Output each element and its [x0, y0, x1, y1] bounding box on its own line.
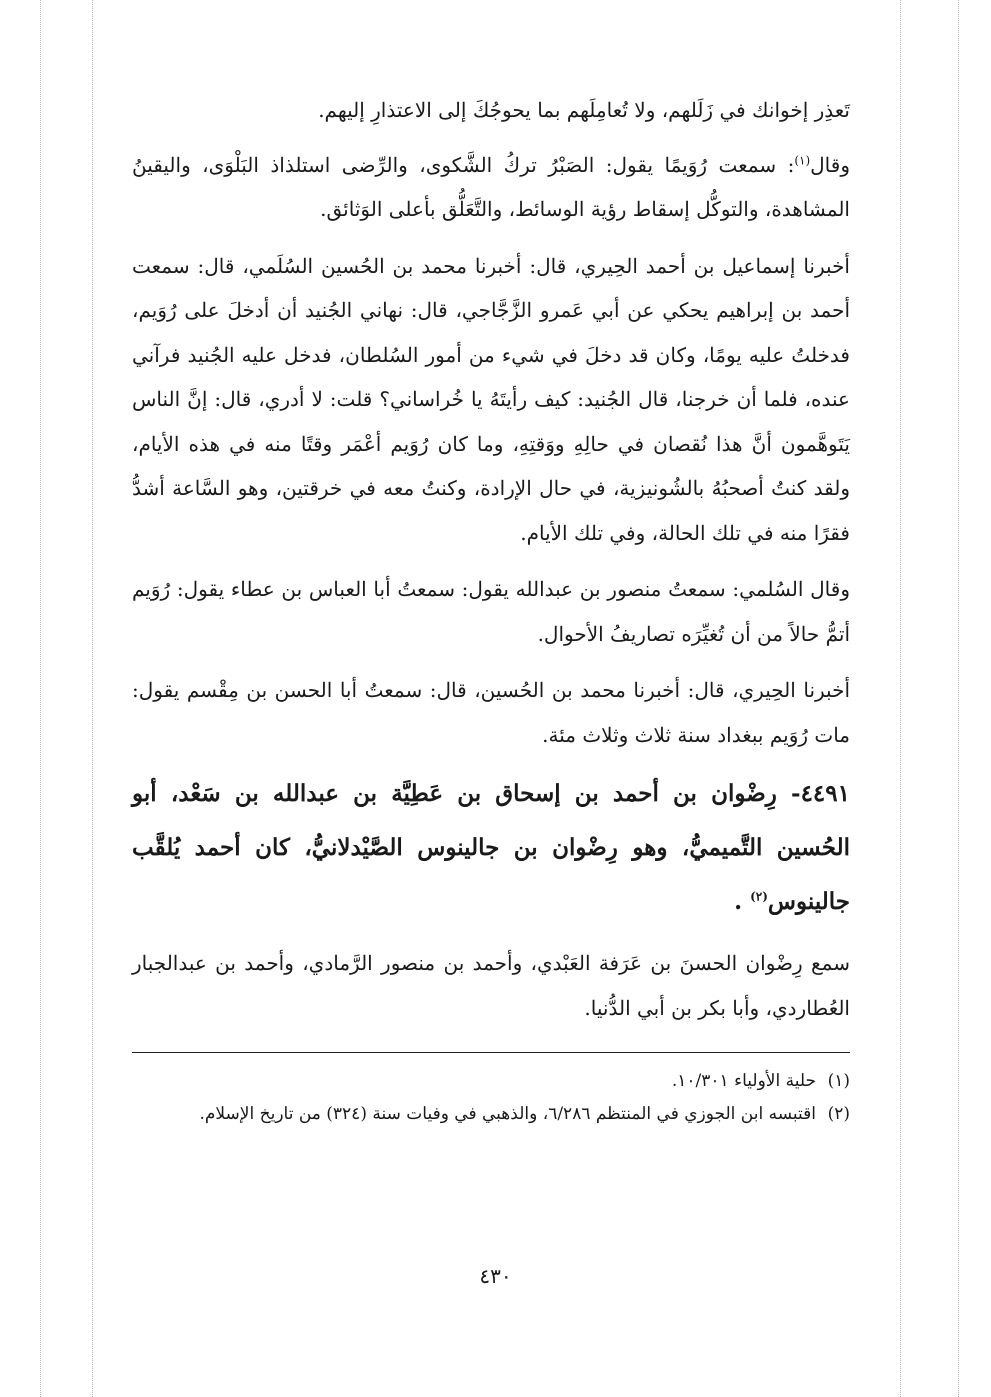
- scan-edge-right-outer: [958, 0, 959, 1397]
- scan-edge-left-outer: [40, 0, 41, 1397]
- footnote-2-number: (٢): [827, 1104, 850, 1124]
- paragraph-2: [132, 143, 850, 232]
- footnote-1: [132, 1065, 850, 1098]
- paragraph-2-prefix: وقال: [810, 152, 850, 177]
- biography-entry-heading: [132, 767, 850, 929]
- footnote-ref-1[interactable]: (١): [794, 152, 811, 167]
- footnote-2: [132, 1098, 850, 1131]
- paragraph-3: أخبرنا إسماعيل بن أحمد الحِيري، قال: أخبرنا محمد بن الحُسين السُلَمي، قال: سمعت أحمد بن إبراهيم يحكي عن أبي عَمرو الزَّجَّاجي، قال: نهاني الجُنيد أن أدخلَ على رُوَيم، فدخلتُ عليه يومًا، وكان قد دخلَ في شيء من أمور السُلطان، فدخل عليه الجُنيد فرآني عنده، فلما أن خرجنا، قال الجُنيد: كيف رأيتَهُ يا خُراساني؟ قلت: لا أدري، قال: إنَّ الناس يَتَوهَّمون أنَّ هذا نُقصان في حالِهِ ووَقتِهِ، وما كان رُوَيم أعْمَر وقتًا منه في هذه الأيام، ولقد كنتُ أصحبُهُ بالشُونيزية، في حال الإرادة، وكنتُ معه في خرقتين، وهو السَّاعة أشدُّ فقرًا منه في تلك الحالة، وفي تلك الأيام.: [132, 253, 850, 545]
- entry-text: رِضْوان بن أحمد بن إسحاق بن عَطِيَّة بن عبدالله بن سَعْد، أبو الحُسين التَّميميُّ، وهو رِضْوان بن جالينوس الصَّيْدلانيُّ، كان أحمد يُلقَّب جالينوس: [132, 780, 851, 915]
- paragraph-5: أخبرنا الحِيري، قال: أخبرنا محمد بن الحُسين، قال: سمعتُ أبا الحسن بن مِقْسم يقول: مات رُوَيم ببغداد سنة ثلاث وثلاث مئة.: [132, 678, 850, 747]
- footnote-1-number: (١): [827, 1071, 850, 1091]
- footnote-ref-2[interactable]: (٢): [750, 889, 768, 904]
- paragraph-2-separator: :: [776, 152, 795, 177]
- paragraph-6: سمع رِضْوان الحسنَ بن عَرَفة العَبْدي، وأحمد بن منصور الرَّمادي، وأحمد بن عبدالجبار العُطاردي، وأبا بكر بن أبي الدُّنيا.: [132, 951, 850, 1020]
- scan-edge-left: [92, 0, 93, 1397]
- page-number: ٤٣٠: [479, 1264, 512, 1288]
- entry-number: ٤٤٩١-: [791, 780, 850, 807]
- entry-end: .: [734, 888, 743, 915]
- paragraph-4: وقال السُلمي: سمعتُ منصور بن عبدالله يقول: سمعتُ أبا العباس بن عطاء يقول: رُوَيم أتمُّ حالاً من أن تُغيِّرَه تصاريفُ الأحوال.: [132, 577, 850, 646]
- scan-edge-right: [900, 0, 901, 1397]
- paragraph-2-text: سمعت رُوَيمًا يقول: الصَبْرُ تركُ الشَّكوى، والرِّضى استلذاذ البَلْوَى، واليقينُ المشاهدة، والتوكُّل إسقاط رؤية الوسائط، والتَّعَلُّق بأعلى الوَثائق.: [132, 152, 850, 221]
- footnote-1-text: حلية الأولياء ١٠/٣٠١.: [671, 1071, 816, 1091]
- footnote-divider: [132, 1052, 850, 1053]
- page-body: [132, 88, 850, 1131]
- footnote-2-text: اقتبسه ابن الجوزي في المنتظم ٦/٢٨٦، والذهبي في وفيات سنة (٣٢٤) من تاريخ الإسلام.: [199, 1104, 816, 1124]
- paragraph-1: تَعذِر إخوانك في زَلَلهم، ولا تُعامِلَهم بما يحوجُكَ إلى الاعتذارِ إليهم.: [318, 98, 850, 122]
